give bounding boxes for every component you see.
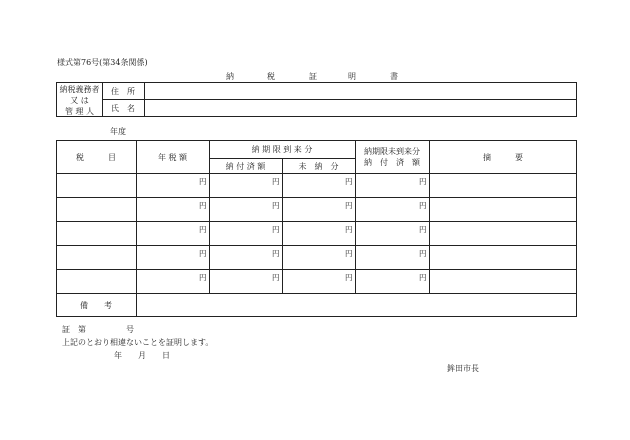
col-header-not-due-line1: 納期限未到来分 bbox=[364, 147, 420, 156]
divider bbox=[102, 99, 577, 100]
title-char: 納 bbox=[226, 72, 234, 81]
divider bbox=[56, 245, 577, 246]
certification-statement: 上記のとおり相違ないことを証明します。 bbox=[62, 338, 214, 347]
divider bbox=[209, 158, 355, 159]
divider bbox=[56, 197, 577, 198]
col-header-tax-item: 税 目 bbox=[76, 153, 116, 162]
yen-unit: 円 bbox=[272, 249, 280, 258]
divider bbox=[282, 158, 283, 293]
yen-unit: 円 bbox=[345, 225, 353, 234]
col-header-paid: 納 付 済 額 bbox=[225, 162, 266, 171]
remarks-label: 備 考 bbox=[80, 301, 112, 310]
title-char: 証 bbox=[309, 72, 317, 81]
tax-item-cell[interactable] bbox=[58, 272, 134, 291]
yen-unit: 円 bbox=[199, 273, 207, 282]
role-line: 管 理 人 bbox=[64, 107, 95, 116]
yen-unit: 円 bbox=[345, 249, 353, 258]
summary-cell[interactable] bbox=[431, 272, 575, 291]
role-line: 又 は bbox=[70, 96, 89, 105]
tax-item-cell[interactable] bbox=[58, 200, 134, 219]
certificate-number: 証 第 号 bbox=[62, 325, 134, 334]
name-label: 氏 名 bbox=[111, 104, 135, 113]
yen-unit: 円 bbox=[419, 273, 427, 282]
role-line: 納税義務者 bbox=[59, 85, 100, 94]
divider bbox=[56, 269, 577, 270]
title-char: 明 bbox=[348, 72, 356, 81]
fiscal-year-label: 年度 bbox=[110, 127, 126, 136]
yen-unit: 円 bbox=[345, 177, 353, 186]
summary-cell[interactable] bbox=[431, 176, 575, 195]
col-header-unpaid: 未 納 分 bbox=[298, 162, 339, 171]
issuer: 鉾田市長 bbox=[447, 364, 479, 373]
remarks-field[interactable] bbox=[138, 296, 575, 315]
col-header-annual-amount: 年 税 額 bbox=[157, 153, 188, 162]
yen-unit: 円 bbox=[419, 225, 427, 234]
tax-item-cell[interactable] bbox=[58, 176, 134, 195]
address-field[interactable] bbox=[146, 84, 575, 98]
yen-unit: 円 bbox=[272, 225, 280, 234]
issue-date: 年 月 日 bbox=[114, 351, 170, 360]
divider bbox=[56, 173, 577, 174]
yen-unit: 円 bbox=[419, 201, 427, 210]
yen-unit: 円 bbox=[345, 273, 353, 282]
col-header-not-due-line2: 納 付 済 額 bbox=[364, 158, 420, 167]
divider bbox=[136, 140, 137, 317]
yen-unit: 円 bbox=[199, 177, 207, 186]
yen-unit: 円 bbox=[345, 201, 353, 210]
yen-unit: 円 bbox=[199, 249, 207, 258]
summary-cell[interactable] bbox=[431, 224, 575, 243]
yen-unit: 円 bbox=[272, 201, 280, 210]
yen-unit: 円 bbox=[419, 177, 427, 186]
yen-unit: 円 bbox=[199, 201, 207, 210]
yen-unit: 円 bbox=[199, 225, 207, 234]
col-header-summary: 摘 要 bbox=[483, 153, 523, 162]
col-header-due-arrived: 納 期 限 到 来 分 bbox=[251, 145, 313, 154]
tax-item-cell[interactable] bbox=[58, 224, 134, 243]
summary-cell[interactable] bbox=[431, 248, 575, 267]
yen-unit: 円 bbox=[272, 273, 280, 282]
tax-item-cell[interactable] bbox=[58, 248, 134, 267]
title-char: 税 bbox=[267, 72, 275, 81]
divider bbox=[56, 293, 577, 294]
address-label: 住 所 bbox=[111, 87, 135, 96]
title-char: 書 bbox=[390, 72, 398, 81]
form-number: 様式第76号(第34条関係) bbox=[57, 58, 148, 67]
yen-unit: 円 bbox=[272, 177, 280, 186]
name-field[interactable] bbox=[146, 101, 575, 115]
summary-cell[interactable] bbox=[431, 200, 575, 219]
yen-unit: 円 bbox=[419, 249, 427, 258]
divider bbox=[56, 221, 577, 222]
